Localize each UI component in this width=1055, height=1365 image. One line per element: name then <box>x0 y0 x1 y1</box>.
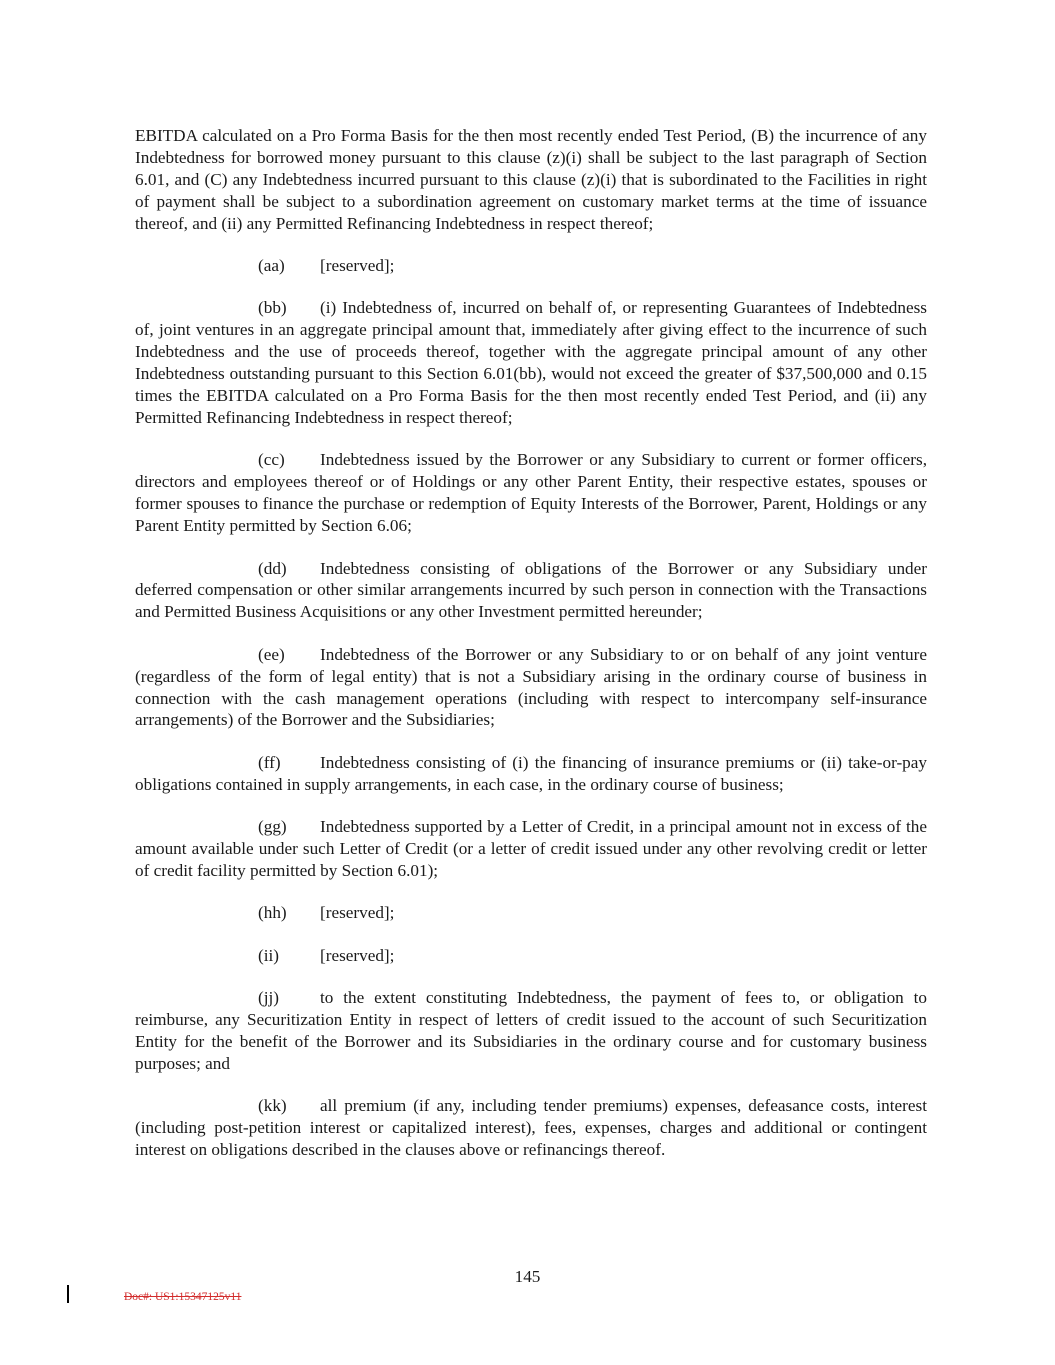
clause-cc <box>135 449 927 537</box>
clause-label: (kk) <box>258 1096 287 1116</box>
clause-label: (ee) <box>258 644 285 664</box>
clause-text: [reserved]; <box>320 945 395 965</box>
clause-text: [reserved]; <box>320 256 395 276</box>
clause-text: Indebtedness consisting of (i) the financing of insurance premiums or (ii) take-or-pay obligations contained in supply arrangements, in each case, in the ordinary course of business; <box>135 752 927 794</box>
clause-label: (dd) <box>258 558 287 578</box>
clause-ee <box>135 644 927 732</box>
clause-hh <box>135 902 927 924</box>
clause-dd <box>135 558 927 624</box>
page-number: 145 <box>514 1267 541 1286</box>
clause-jj <box>135 987 927 1075</box>
document-body <box>135 125 927 1182</box>
clause-label: (bb) <box>258 298 287 318</box>
clause-bb <box>135 297 927 428</box>
clause-label: (aa) <box>258 256 285 276</box>
clause-text: to the extent constituting Indebtedness, the payment of fees to, or obligation to reimburse, any Securitization Entity in respect of letters of credit issued to the account of such Securitization Entity for the benefit of the Borrower and its Subsidiaries in the ordinary course and for customary business purposes; and <box>135 988 927 1073</box>
clause-label: (hh) <box>258 903 287 923</box>
clause-ii <box>135 945 927 967</box>
clause-text: Indebtedness consisting of obligations of the Borrower or any Subsidiary under deferred compensation or other similar arrangements incurred by such person in connection with the Transactions and Permitted Business Acquisitions or any other Investment permitted hereunder; <box>135 558 927 622</box>
intro-paragraph: EBITDA calculated on a Pro Forma Basis for the then most recently ended Test Period, (B) the incurrence of any Indebtedness for borrowed money pursuant to this clause (z)(i) shall be subject to the last paragraph of Section 6.01, and (C) any Indebtedness incurred pursuant to this clause (z)(i) that is subordinated to the Facilities in right of payment shall be subject to a subordination agreement on customary market terms at the time of issuance thereof, and (ii) any Permitted Refinancing Indebtedness in respect thereof; <box>135 126 927 233</box>
clause-aa <box>135 255 927 277</box>
clause-text: all premium (if any, including tender premiums) expenses, defeasance costs, interest (including post-petition interest or capitalized interest), fees, expenses, charges and additional or contingent interest on obligations described in the clauses above or refinancings thereof. <box>135 1096 927 1160</box>
clause-label: (gg) <box>258 817 287 837</box>
clause-gg <box>135 816 927 882</box>
clause-text: Indebtedness issued by the Borrower or any Subsidiary to current or former officers, directors and employees thereof or of Holdings or any other Parent Entity, their respective estates, spouses or former spouses to finance the purchase or redemption of Equity Interests of the Borrower, Parent, Holdings or any Parent Entity permitted by Section 6.06; <box>135 450 927 536</box>
clause-label: (cc) <box>258 450 285 470</box>
clause-label: (jj) <box>258 988 279 1008</box>
clause-label: (ff) <box>258 752 281 772</box>
clause-ff <box>135 752 927 796</box>
clause-kk <box>135 1095 927 1161</box>
revision-change-bar <box>67 1285 69 1303</box>
clause-label: (ii) <box>258 945 279 965</box>
document-id: Doc#: US1:15347125v11 <box>124 1291 242 1303</box>
clause-text: (i) Indebtedness of, incurred on behalf of, or representing Guarantees of Indebtedness of, joint ventures in an aggregate principal amount that, immediately after giving effect to the incurrence of such Indebtedness and the use of proceeds thereof, together with the aggregate principal amount of any other Indebtedness outstanding pursuant to this Section 6.01(bb), would not exceed the greater of $37,500,000 and 0.15 times the EBITDA calculated on a Pro Forma Basis for the then most recently ended Test Period, and (ii) any Permitted Refinancing Indebtedness in respect thereof; <box>135 298 927 427</box>
clause-text: Indebtedness of the Borrower or any Subsidiary to or on behalf of any joint venture (regardless of the form of legal entity) that is not a Subsidiary arising in the ordinary course of business in connection with the cash management operations (including with respect to intercompany self-insurance arrangements) of the Borrower and the Subsidiaries; <box>135 644 927 730</box>
clause-text: Indebtedness supported by a Letter of Credit, in a principal amount not in excess of the amount available under such Letter of Credit (or a letter of credit issued under any other revolving credit or letter of credit facility permitted by Section 6.01); <box>135 817 927 880</box>
clause-text: [reserved]; <box>320 903 395 923</box>
